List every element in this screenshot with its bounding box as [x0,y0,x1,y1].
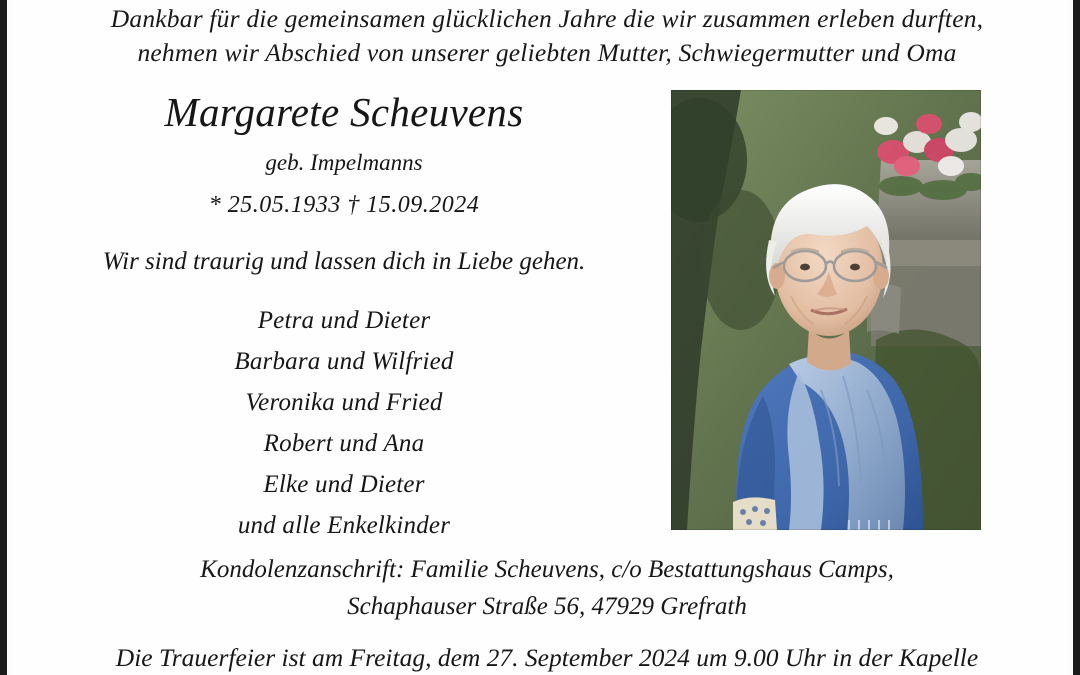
farewell-text: Wir sind traurig und lassen dich in Liebe gehen. [102,248,586,275]
deceased-name: Margarete Scheuvens [164,89,524,135]
condolence-line-1: Kondolenzanschrift: Familie Scheuvens, c/o Bestattungshaus Camps, [200,556,894,583]
deceased-details [14,86,674,546]
list-item: und alle Enkelkinder [237,512,451,539]
list-item: Barbara und Wilfried [234,348,454,375]
notice-inner-panel [14,0,1066,675]
list-item: Elke und Dieter [263,471,425,498]
list-item: Petra und Dieter [257,307,431,334]
birth-death-dates: * 25.05.1933 † 15.09.2024 [208,192,480,218]
condolence-line-2: Schaphauser Straße 56, 47929 Grefrath [347,593,747,620]
condolence-address [14,551,1080,625]
lead-text-line-1: Dankbar für die gemeinsamen glücklichen Jahre die wir zusammen erleben durften, [110,4,984,33]
lead-text-line-2: nehmen wir Abschied von unserer geliebten Mutter, Schwiegermutter und Oma [137,38,957,67]
list-item: Robert und Ana [263,430,425,457]
portrait-photo [671,90,981,530]
list-item: Veronika und Fried [245,389,443,416]
mourners-list [14,300,674,546]
maiden-name: geb. Impelmanns [265,150,423,175]
funeral-service-info: Die Trauerfeier ist am Freitag, dem 27. September 2024 um 9.00 Uhr in der Kapelle [115,643,979,672]
